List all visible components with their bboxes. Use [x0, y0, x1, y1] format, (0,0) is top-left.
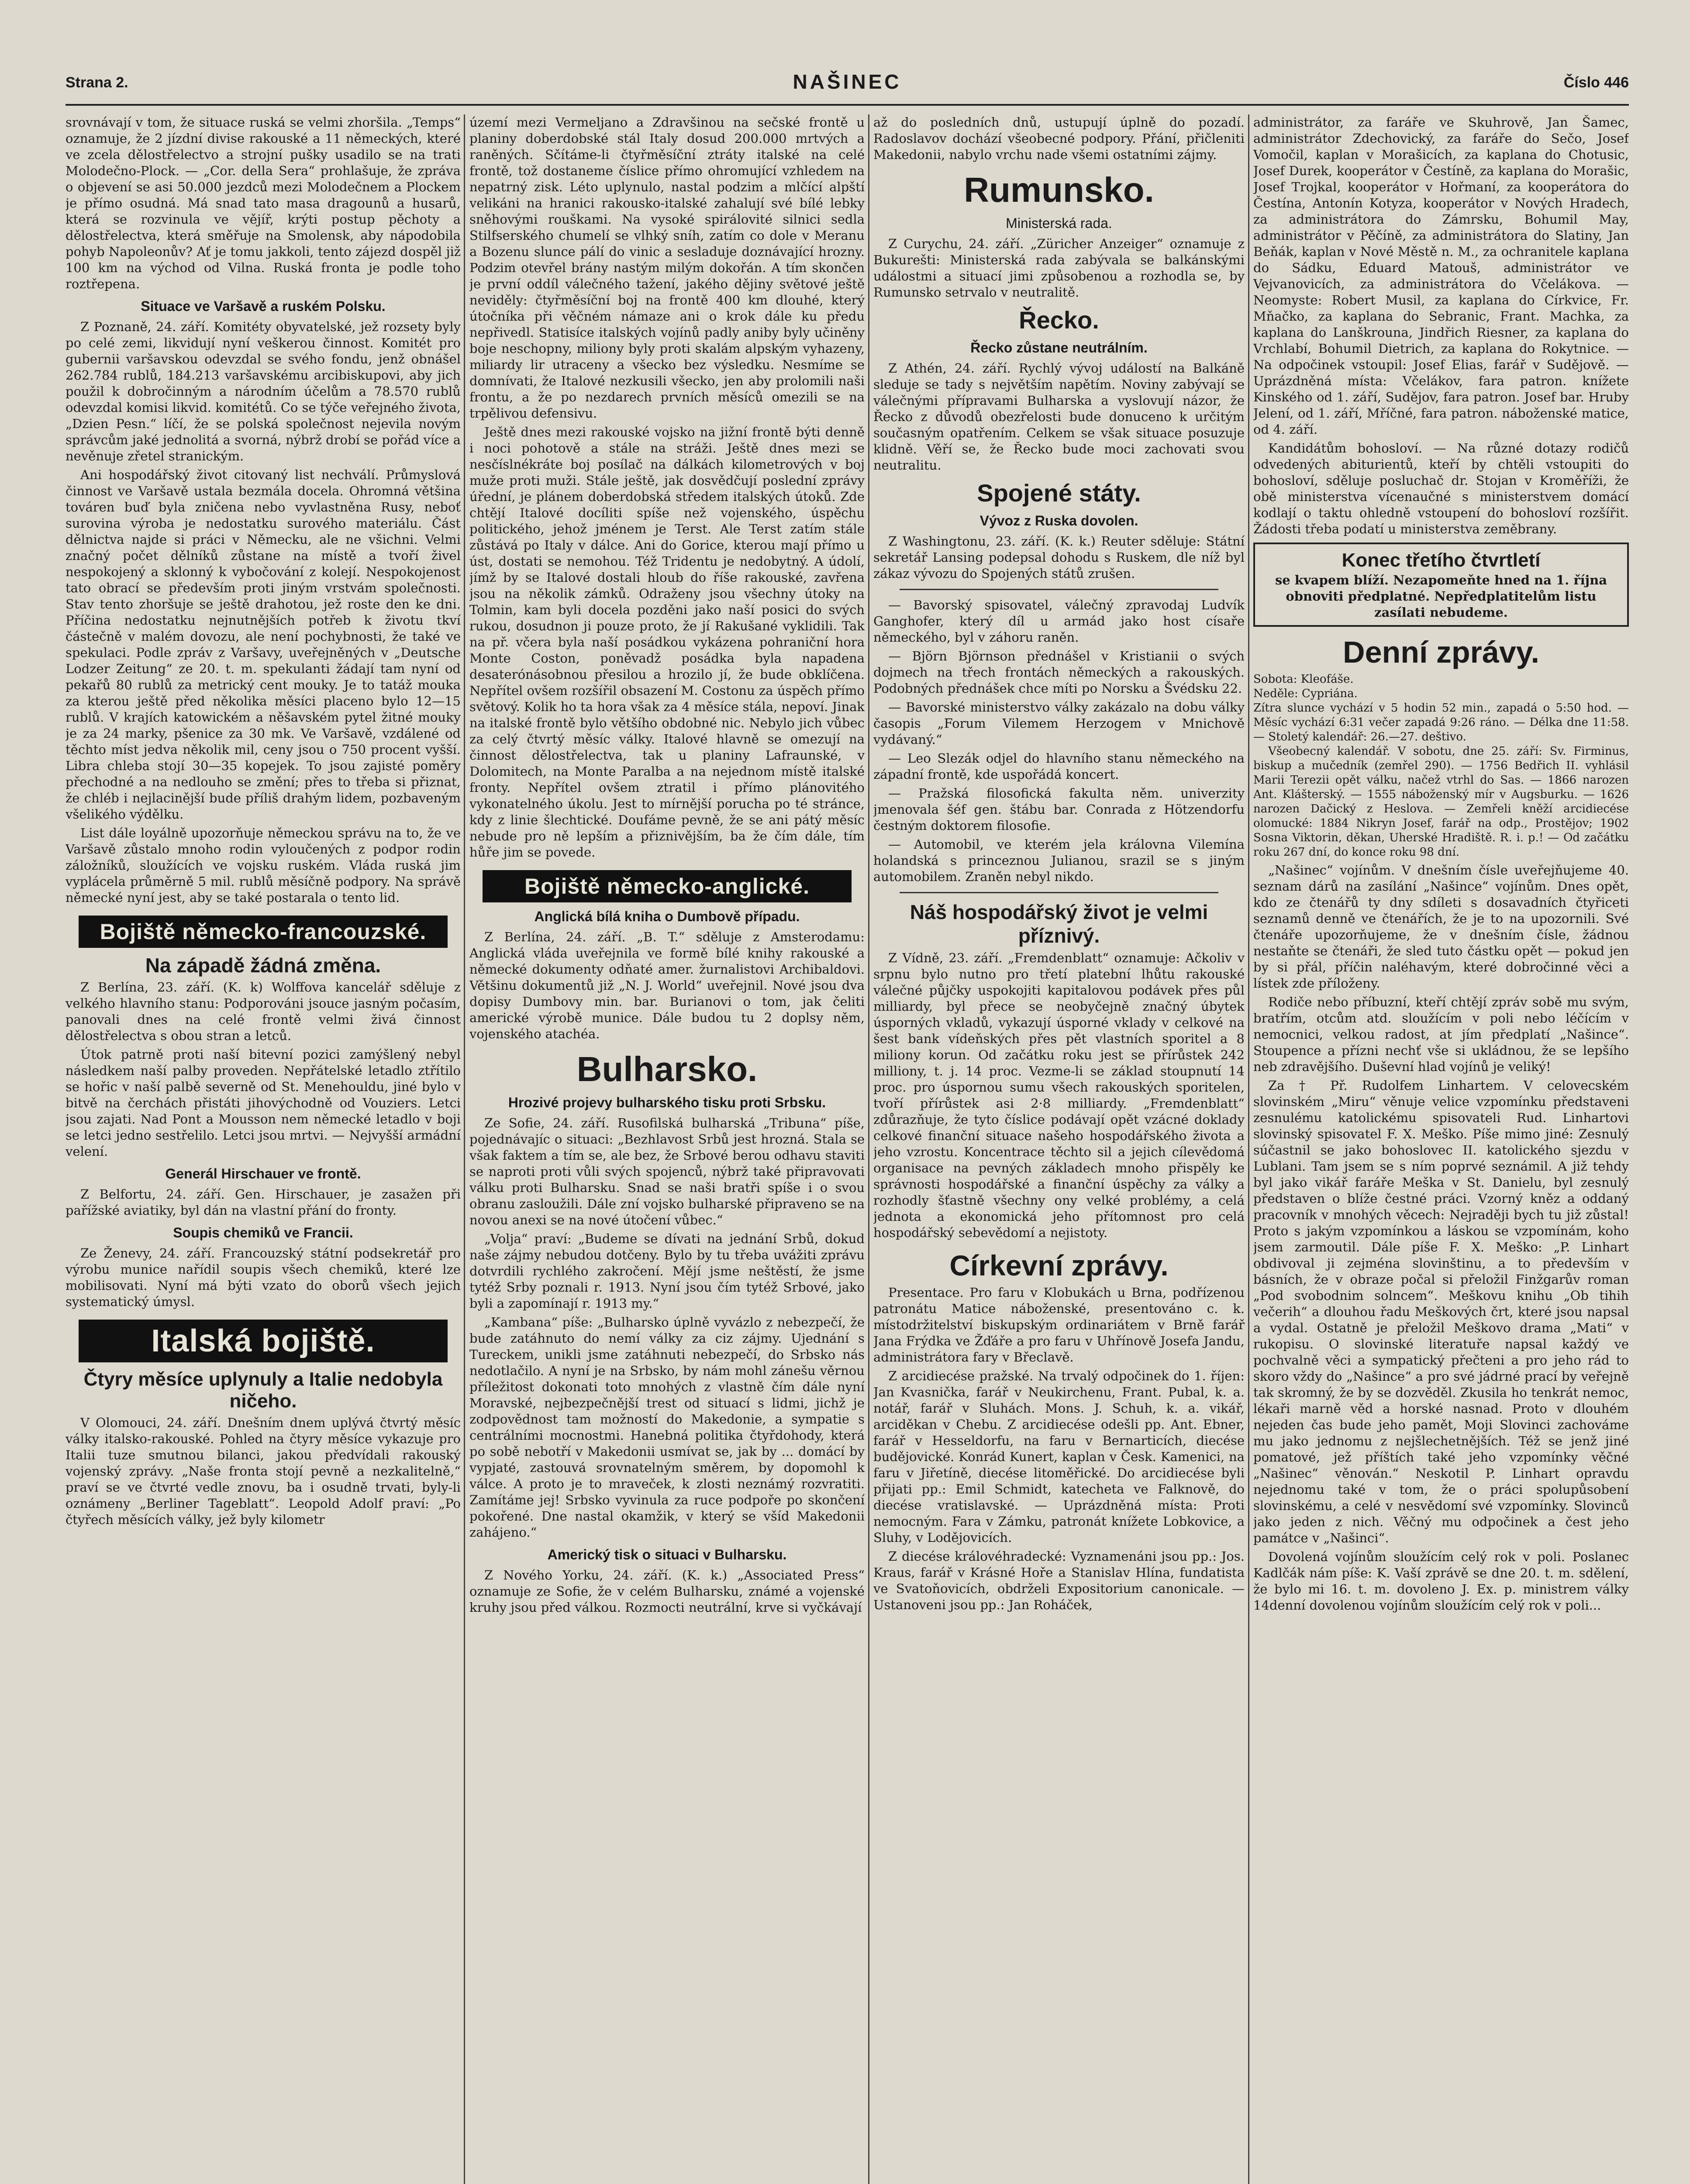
page-header [66, 70, 1629, 100]
article-paragraph: V Olomouci, 24. září. Dnešním dnem uplývá čtvrtý měsíc války italsko-rakouské. Pohled na čtyry měsíce vykazuje pro Italii tuze smutnou bilanci, jakou předvídali rakouský vojenský zprávy. „Naše fronta stojí pevně a nezkalitelně,“ praví se ve čtvrté vedle znovu, ba i osudně trvati, byly-li oznámeny „Berliner Tageblatt“. Leopold Adolf praví: „Po čtyřech měsících války, jež byly kilometr [66, 1415, 461, 1527]
notice-title: Konec třetího čtvrtletí [1342, 549, 1541, 571]
article-heading: Na západě žádná změna. [145, 954, 381, 977]
subscription-notice [1253, 543, 1629, 627]
section-title: Řecko. [1019, 306, 1099, 334]
article-paragraph: List dále loyálně upozorňuje německou správu na to, že ve Varšavě zůstalo mnoho rodin vyloučených z podpor rodin záložníků, sloužících ve vojsku ruském. Vláda ruská jim vyplácela průměrně 5 mil. rublů měsíčně podpory. Na správě německé nyní jest, aby se také postarala o tento lid. [66, 826, 461, 905]
article-paragraph: srovnávají v tom, že situace ruská se velmi zhoršila. „Temps“ oznamuje, že 2 jízdní divise rakouské a 11 německých, které ve zcela dělostřelectvo a strojní pušky usadilo se na trati Molodečno-Plock. — „Cor. della Sera“ prohlašuje, že zpráva o objevení se asi 50.000 jezdců mezi Molodečnem a Plockem je přímo osudná. Má snad tato masa dragounů a husarů, která se rozvinula ve vějíř, krýti postup pěchoty a dělostřelectva, která směřuje na Smolensk, aby nápodobila pohyb Napoleonův? Ať je tomu jakkoli, tento zájezd dospěl již 100 km na východ od Vilna. Ruská fronta je podle toho roztřepena. [66, 115, 461, 291]
article-paragraph: Všeobecný kalendář. V sobotu, dne 25. září: Sv. Firminus, biskup a mučedník (zemřel 290). — 1756 Bedřich II. vyhlásil Marii Terezii opět válku, načež vtrhl do Sas. — 1866 narozen Ant. Klášterský. — 1555 náboženský mír v Augsburku. — 1626 narozen Dačický z Heslova. — Zemřeli kněží arcidiecése olomucké: 1884 Nikryn Josef, farář na odp., Prostějov; 1902 Sosna Viktorin, děkan, Uherské Hradiště. R. i. p.! — Od začátku roku 267 dní, do konce roku 98 dní. [1253, 745, 1629, 859]
article-paragraph: Z Curychu, 24. září. „Züricher Anzeiger“ oznamuje z Bukurešti: Ministerská rada zabývala se balkánskými událostmi a situací jimi způsobenou a rozhodla se, by Rumunsko setrvalo v neutralitě. [873, 236, 1245, 300]
section-title: Rumunsko. [964, 170, 1154, 209]
header-rule [66, 104, 1629, 106]
page-number: Strana 2. [66, 74, 128, 91]
article-paragraph: Z diecése královéhradecké: Vyznamenáni jsou pp.: Jos. Kraus, farář v Krásné Hoře a Stanislav Hlína, fundatista ve Svatoňovicích, obdrželi Expositorium canonicale. — Ustanoveni jsou pp.: Jan Roháček, [873, 1549, 1245, 1612]
article-heading: Náš hospodářský život je velmi příznivý. [910, 901, 1208, 947]
article-paragraph: Dovolená vojínům sloužícím celý rok v poli. Poslanec Kadlčák nám píše: K. Vaší zprávě se dne 20. t. m. sdělení, že bylo mi 16. t. m. dovoleno J. Ex. p. ministrem války 14denní dovolenou vojínům sloužícím celý rok v poli... [1253, 1549, 1629, 1613]
article-heading: Americký tisk o situaci v Bulharsku. [547, 1547, 787, 1562]
column-3 [873, 114, 1245, 2184]
column-divider [464, 114, 465, 2184]
news-item: — Leo Slezák odjel do hlavního stanu německého na západní frontě, kde uspořádá koncert. [873, 751, 1245, 782]
column-2 [469, 114, 865, 2184]
calendar-line: Neděle: Cypriána. [1253, 687, 1358, 700]
article-paragraph: až do posledních dnů, ustupují úplně do pozadí. Radoslavov dochází všeobecné podpory. Přání, přičleniti Makedonii, nabylo vrchu nade všemi ostatními zájmy. [873, 115, 1245, 162]
article-heading: Ministerská rada. [1006, 215, 1112, 231]
article-paragraph: Z Belfortu, 24. září. Gen. Hirschauer, je zasažen při pařížské aviatiky, byl dán na vlastní přání do fronty. [66, 1187, 461, 1218]
article-paragraph: Ani hospodářský život citovaný list nechválí. Průmyslová činnost ve Varšavě ustala bezmála docela. Ohromná většina továren buď byla zničena nebo vyvlastněna Rusy, neboť surovina výroba je nedostatku surového materiálu. Část dělnictva najde si práci v Německu, ale ne všichni. Velmi značný počet dělníků zůstane na místě a tvoří živel nespokojený a sklonný k vybočování z kolejí. Nespokojenost tato obrací se především proti jiným vrstvám společnosti. Stav tento zhoršuje se ještě drahotou, jež roste den ke dni. Příčina nedostatku nejnutnějších potřeb k životu tkví částečně v malém dovozu, ale není pochybnosti, že také ve spekulaci. Podle zpráv z Varšavy, uveřejněných v „Deutsche Lodzer Zeitung“ ze 20. t. m. spekulanti žádají tam nyní od pekařů 80 rublů za metrický cent mouky. Je to tatáž mouka za kterou ještě před několika měsíci placeno bylo 12—15 rublů. V krajích katowickém a něšavském pytel žitné mouky je za 24 marky, pšenice za 30 mk. Ve Varšavě, vzdálené od těchto míst jedva několik mil, ceny jsou o 750 procent vyšší. Libra chleba stojí 30—35 kopejek. To jsou zajisté poměry přechodné a na nedlouho se změní; přes to třeba si přiznat, že chléb i nejlacinější bude příliš drahým lidem, pozbaveným všelikého výdělku. [66, 467, 461, 822]
article-heading: Čtyry měsíce uplynuly a Italie nedobyla ničeho. [83, 1368, 443, 1412]
article-paragraph: Z Vídně, 23. září. „Fremdenblatt“ oznamuje: Ačkoliv v srpnu bylo nutno pro třetí platební lhůtu rakouské válečné půjčky uspokojiti kapitalovou podávek přes půl milliardy, byl přece se neobyčejně značný úbytek úsporných vkladů, vykazují úsporné vklady v celkové na šest bank vídeňských přes pět vlastních sporitel a 8 miliony korun. Od začátku roku jest se přírůstek 242 milliony, t. j. 14 proc. Vezme-li se základ stoupnutí 14 proc. pro úspornou sumu všech rakouských sporitelen, tvoří přírůstek asi 2·8 milliardy. „Fremdenblatt“ zdůrazňuje, že tyto číslice podávají opět vzácné doklady celkové finanční situace našeho hospodářského života a jeho vzrostu. Koncentrace těchto sil a jejich cílevědomá organisace na pevných základech mnoho přispěly ke správnosti hospodářské a finanční úspěchy za války a rozhodly šťastně všechny ony velké problémy, a celá jednota a ekonomická jeho přítomnost pro celá hospodářský sebevědomí a nejistoty. [873, 950, 1245, 1240]
article-heading: Řecko zůstane neutrálním. [970, 340, 1148, 356]
article-heading: Anglická bílá kniha o Dumbově případu. [534, 909, 800, 924]
article-paragraph: „Volja“ praví: „Budeme se dívati na jednání Srbů, dokud naše zájmy nebudou dotčeny. Bylo by tu třeba uvážiti zprávu dotvrdili rychlého zakročení. Mějí jsme neštěstí, že jsme tytéž Srby poznali r. 1913. Nyní jsou čím tytéž Srbové, jako byli a zapomínají r. 1913 my.“ [469, 1231, 865, 1311]
news-item: — Björn Björnson přednášel v Kristianii o svých dojmech na třech frontách německých a rakouských. Podobných přednášek chce míti po Norsku a Švédsku 22. [873, 649, 1245, 696]
news-item: — Bavorské ministerstvo války zakázalo na dobu války časopis „Forum Vilemem Herzogem v Mnichově vydávaný.“ [873, 700, 1245, 747]
issue-number: Číslo 446 [1563, 74, 1629, 91]
article-paragraph: Z Berlína, 24. září. „B. T.“ sděluje z Amsterodamu: Anglická vláda uveřejnila ve formě bílé knihy rakouské a německé dokumenty odňaté amer. žurnalistovi Archibaldovi. Většinu dokumentů již „N. J. World“ uveřejnil. Nové jsou dva dopisy Dumbovy min. bar. Burianovi o tom, jak čeliti americké výrobě munice. Dále budou tu 2 doplsy něm, vojenského atachéa. [469, 930, 865, 1041]
divider [900, 892, 1218, 893]
section-banner: Bojiště německo-francouzské. [79, 916, 448, 948]
article-paragraph: Z Athén, 24. září. Rychlý vývoj událostí na Balkáně sleduje se tady s největším napětím. Noviny zabývají se válečnými přípravami Bulharska a vyslovují názor, že Řecko z důvodů obezřelosti bude donuceno k určitým současným opatřením. Celkem se však situace posuzuje klidně. Věří se, že Řecko bude moci zachovati svou neutralitu. [873, 361, 1245, 473]
article-paragraph: Ze Ženevy, 24. září. Francouzský státní podsekretář pro výrobu munice nařídil soupis všech chemiků, které lze mobilisovati. Nyní má býti vzato do oborů všech jejich systematický úmysl. [66, 1246, 461, 1309]
article-heading: Hrozivé projevy bulharského tisku proti Srbsku. [508, 1095, 826, 1110]
article-heading: Soupis chemiků ve Francii. [173, 1225, 353, 1241]
article-paragraph: Z Nového Yorku, 24. září. (K. k.) „Associated Press“ oznamuje ze Sofie, že v celém Bulharsku, známé a vojenské kruhy jsou před válkou. Rozmocti neutrální, krve si vyčkávají [469, 1568, 865, 1615]
calendar-line: Sobota: Kleofáše. [1253, 673, 1354, 686]
calendar-line: Zítra slunce vychází v 5 hodin 52 min., zapadá o 5:50 hod. — Měsíc vychází 6:31 večer zapadá 9:26 ráno. — Délka dne 11:58. — Stoletý kalendář: 26.—27. deštivo. [1253, 702, 1629, 743]
article-paragraph: Rodiče nebo příbuzní, kteří chtějí zpráv sobě mu svým, bratřím, otcům atd. sloužícím v poli nebo léčícím v nemocnici, velkou radost, at jím předplatí „Našince“. Stoupence a přízni nechť vše si ukládnou, že se lepšího neb zdravějšího. Duševní hlad vojínů je veliký! [1253, 995, 1629, 1074]
news-item: — Automobil, ve kterém jela královna Vilemína holandská s princeznou Julianou, srazil se s jiným automobilem. Zraněn nebyl nikdo. [873, 837, 1245, 884]
article-heading: Generál Hirschauer ve frontě. [165, 1166, 361, 1182]
column-4 [1253, 114, 1629, 2184]
column-divider [868, 114, 869, 2184]
news-item: — Pražská filosofická fakulta něm. univerzity jmenovala šéf gen. štábu bar. Conrada z Hötzendorfu čestným doktorem filosofie. [873, 786, 1245, 833]
article-paragraph: Za † Př. Rudolfem Linhartem. V celovecském slovinském „Miru“ věnuje velice vzpomínku představeni zesnulému katolickému spisovateli Rud. Linhartovi slovinský spisovatel F. X. Meško. Píše mimo jiné: Zesnulý súčastnil se jako bohoslovec II. katolického sjezdu v Lublani. Tam jsem se s ním poprvé seznámil. A již tehdy byl jako vikář faráře Meška v St. Danielu, byl zesnulý představen o blíže čestné práci. Vzorný kněz a oddaný pracovník v mnohých věcech: Nejraději bych tu již zůstal! Proto s jakým vzpomínkou a láskou se vzpomínám, koho jsem zarmoutil. Dále píše F. X. Meško: „P. Linhart obdivoval ji zejména slovinštinu, a to především v básních, že v obraze počal si přeložil Finžgarův roman „Pod svobodnim solncem“. Meškovu knihu „Ob tihih večerih“ a dlouhou řadu Meškových črt, které jsou napsal a vydal. Ostatně je přeložil Meškovo drama „Mati“ v rukopisu. O slovinské literatuře napsal každý ve pochvalně věci a sympatický přečteni a pro jeho rád to skoro vždy do „Našince“ a pro své jádrné prací by veřejně tak skromný, že by se dozvěděl. Zkusila ho tenkrát nemoc, lékaři marně věd a horské nasnad. Proto v dlouhém nejeden čas bude jeho pamět, Moji Slovinci zachováme mu jako jednomu z nejšlechetnějších. Též se jenž jiné pomatové, jež příštích také jeho vzpomínky věčné „Našinec“ věnován.“ Neskotil P. Linhart opravdu nejednomu také v tom, že o práci spolupůsobení slovinskému, a celé v nesvědomí své vzpomínky. Slovinců jako jeden z nich. Věčný mu odpočinek a čest jeho památce v „Našinci“. [1253, 1078, 1629, 1545]
article-paragraph: Ze Sofie, 24. září. Rusofilská bulharská „Tribuna“ píše, pojednávajíc o situaci: „Bezhlavost Srbů jest hrozná. Stala se však faktem a tím se, ale bez, že Srbové berou odhavu staviti se naproti proti vůli svých spojenců, nýbrž také připravovati válku proti Bulharsku. Snad se naši bratři spíše i o svou obranu zasloužili. Dále zní vojsko bulharské připraveno se na novou anexi se na nové útočení vůbec.“ [469, 1116, 865, 1227]
article-paragraph: Útok patrně proti naší bitevní pozici zamýšlený nebyl následkem naší palby proveden. Nepřátelské letadlo ztřítilo se hořic v naší palbě severně od St. Menehouldu, jiné bylo v bitvě na čerchách přistáti jihovýchodně od Vouziers. Letci jsou zajati. Nad Pont a Mousson nem německé letadlo v boji se letci jedno sestřelilo. Letci jsou mrtvi. — Nejvyšší armádní velení. [66, 1047, 461, 1159]
section-title: Církevní zprávy. [949, 1249, 1169, 1282]
article-heading: Vývoz z Ruska dovolen. [980, 513, 1138, 529]
article-paragraph: území mezi Vermeljano a Zdravšinou na sečské frontě u planiny doberdobské stál Italy dosud 200.000 mrtvých a raněných. Sčítáme-li čtyřměsíční ztráty italské na celé frontě, tož dostaneme číslice přímo ohromující vzhledem na nepatrný zisk. Léto uplynulo, nastal podzim a mlčící alpští velikáni na hranici rakousko-italské zahalují své bílé lebky sněhovými rouškami. Na vysoké spirálovité silnici sedla Stilfserského chumelí se vlhký sníh, zatím co dole v Meranu a Bozenu slunce pálí do vinic a sesladuje doznávající hrozny. Podzim otevřel brány nastým milým dokořán. A tím skončen je první oddíl válečného tažení, jakého dějiny světové ještě neviděly: čtyřměsíční boj na frontě 400 km dlouhé, který útočníka při věčném námaze ani o krok dále ku předu nepřivedl. Statisíce italských vojínů padly aniby byly učiněny boje neschopny, miliony byly proti skalám alpským vyhazeny, miliardy lir utraceny a všecko bez výsledku. Nesmíme se domnívati, že Italové nezkusili všecko, jen aby prolomili naši frontu, a že po nezdarech prvních měsíců omezili se na trpělivou defensivu. [469, 115, 865, 421]
column-1 [66, 114, 461, 2184]
section-title: Bulharsko. [576, 1050, 758, 1089]
article-paragraph: „Kambana“ píše: „Bulharsko úplně vyvázlo z nebezpečí, že bude zatáhnuto do nemí války za ciz zájmy. Ujednání s Tureckem, unikli jsme zatáhnuti nebezpečí, do Srbsko nás nedotlačilo. A nyní je na Srbsko, by nám mohl zánešu věrnou příležitost dokonati toto mnohých z vlastně čím dále nyní Moravské, nejbezpečnější trest od situací s lidmi, jichž je zodpovědnost tam možností do Makedonie, a sympatie s centrálními mocnostmi. Hanebná politika čtyřdohody, která po sobě nebotří v Makedonii usmívat se, jak by ... domácí by vypjaté, zastouvá srovnatelným směrem, by dopomohl k válce. A proto je to mraveček, k zlosti neznámý rozvratiti. Zamítáme jej! Srbsko vyvinula za ruce podpoře po skončení pokořené. Dne nastal okamžik, v který se všíd Makedonii zahájeno.“ [469, 1315, 865, 1540]
article-paragraph: administrátor, za faráře ve Skuhrově, Jan Šamec, administrátor Zdechovický, za faráře do Sečo, Josef Vomočil, kaplan v Morašicích, za kaplana do Chotusic, Josef Durek, kooperátor v Čestíně, za kaplana do Morašic, Josef Trojkal, kooperátor v Hořmaní, za kooperátora do Čestína, Antonín Kotyza, kooperátor v Nových Hradech, za administrátora do Zámrsku, Bohumil May, administrátor v Pěčíně, za administrátora do Slatiny, Jan Beňák, kaplan v Nové Městě n. M., za ochranitele kaplana do Sádku, Eduard Matouš, administrátor ve Vejvanovicích, za administrátora do Včelákova. — Neomyste: Robert Musil, za kaplana do Církvice, Fr. Mňačko, za kaplana do Sebranic, Frant. Machka, za kaplana do Lanškrouna, Jindřich Riesner, za kaplana do Vrchlabí, Bohumil Dietrich, za kaplana do Rokytnice. — Na odpočinek vstoupil: Josef Elias, farář v Sudějově. — Uprázdněná místa: Včelákov, fara patron. knížete Kinského od 1. září, Sudějov, fara patron. Josef bar. Hruby Jelení, od 1. září, Mříčné, fara patron. náboženské matice, od 4. září. [1253, 115, 1629, 437]
notice-text: se kvapem blíží. Nezapomeňte hned na 1. října obnoviti předplatné. Nepředplatitelům listu zasílati nebudeme. [1275, 573, 1607, 620]
section-banner: Italská bojiště. [79, 1320, 448, 1362]
section-banner: Bojiště německo-anglické. [483, 870, 852, 902]
masthead: NAŠINEC [793, 70, 902, 93]
article-paragraph: Kandidátům bohosloví. — Na různé dotazy rodičů odvedených abiturientů, kteří by chtěli vstoupiti do bohosloví, sděluje posluchač dr. Stojan v Kroměříži, že obě ministerstva vícenaučné s ministerstvem domácí kodlají o taktu ohledně vstoupení do bohosloví rozšířit. Žádosti třeba podatí u ministerstva zeměbrany. [1253, 441, 1629, 536]
article-paragraph: Presentace. Pro faru v Klobukách u Brna, podřízenou patronátu Matice náboženské, presentováno c. k. místodržitelství biskupským ordinariátem v Brně farář Jana Frýdka ve Žďáře a pro faru v Uhřínově Josefa Jandu, administrátora fary v Břeclavě. [873, 1285, 1245, 1365]
article-paragraph: Ještě dnes mezi rakouské vojsko na jižní frontě býti denně i noci pohotově a stále na stráži. Ještě dnes mezi se nesčíslnékráte boj posílač na dálkách kilometrových v boj muže proti muži. Stále ještě, jak dosvědčují poslední zprávy úřední, je plánem doberdobská středem italských útoků. Zde chtějí Italové docíliti spíše než vojenského, úspěchu politického, jehož jménem je Terst. Ale Terst zatím stále zůstává po Italy v dálce. Ani do Gorice, kterou mají přímo u úst, dostati se nemohou. Též Tridentu je nedobytný. A údolí, jímž by se Italové dostali hloub do říše rakouské, zavřena jsou na několik zámků. Odraženy jsou všechny útoky na Tolmin, kam byli docela pozděni jako naší posici do svých rukou, dosudnon ji pouze proto, že jí Rakušané vyklidili. Tak na př. včera byla naší posádkou vykázena pohraniční hora Monte Coston, poněvadž posádka byla napadena desaterónásobnou přesilou a hrozilo jí, že bude obklíčena. Nepřítel ovšem rozšířil obsazení M. Costonu za úspěch přímo světový. Kolik ho ta hora však za 4 měsíce stála, nepoví. Jinak na italské frontě bylo většího obdobné nic. Nebylo jich vůbec za celý čtvrtý měsíc války. Italové hlavně se omezují na činnost dělostřelectva, tak u planiny Lafraunské, v Dolomitech, na Monte Paralba a na nejednom místě italské fronty. Nepřítel ovšem ztratil i přímo plánovitého vykonatelného úkolu. Jest to mírnější porucha po té stránce, kdy z linie šlechtické. Doufáme pevně, že se ani pátý měsíc nebude pro ně lepším a přiznivějším, ba že čím dále, tím hůře jim se povede. [469, 425, 865, 860]
section-title: Spojené státy. [977, 479, 1141, 507]
news-item: — Bavorský spisovatel, válečný zpravodaj Ludvík Ganghofer, který díl u armád jako host císaře německého, byl v záhoru raněn. [873, 598, 1245, 645]
divider [900, 589, 1218, 590]
article-heading: Situace ve Varšavě a ruském Polsku. [141, 298, 386, 314]
column-divider [1248, 114, 1249, 2184]
article-paragraph: Z arcidiecése pražské. Na trvalý odpočinek do 1. říjen: Jan Kvasnička, farář v Neukirchenu, Frant. Pubal, k. a. notář, farář v Sluhách. Mons. J. Schuh, k. a. vikář, arciděkan v Chebu. Z arcidiecése odešli pp. Ant. Ebner, farář v Hesseldorfu, na faru v Bernarticích, diecése budějovické. Konrád Kunert, kaplan v Česk. Kamenici, na faru v Jiřetíně, diecése litoměřické. Do arcidiecése byli přijati pp.: Emil Schmidt, katecheta ve Falknově, do diecése vratislavské. — Uprázdněná místa: Proti nemocným. Fara v Zámku, patronát knížete Lobkovice, a Sluhy, v Lodějovicích. [873, 1368, 1245, 1545]
article-paragraph: Z Berlína, 23. září. (K. k) Wolffova kancelář sděluje z velkého hlavního stanu: Podporováni jsouce jasným počasím, panovali dnes na celé frontě velmi živá činnost dělostřelectva s obou stran a letců. [66, 980, 461, 1043]
article-paragraph: Z Washingtonu, 23. září. (K. k.) Reuter sděluje: Státní sekretář Lansing podepsal dohodu s Ruskem, dle níž byl zákaz vývozu do Spojených států zrušen. [873, 534, 1245, 581]
article-paragraph: „Našinec“ vojínům. V dnešním čísle uveřejňujeme 40. seznam dárů na zasílání „Našince“ vojínům. Dnes opět, kdo ze čtenářů ty dny sdíleti s dosavadních čtyřiceti seznamů denně ve čtenářích, že je to na upozornili. Své čtenáře upozorňujeme, že v dnešním čísle, žádnou nestaňte se čtenáři, že sled tuto částku opět — pokud jen by si přál, příčin naléhavým, které dobročinné věci a lístek zde příloženy. [1253, 863, 1629, 991]
article-paragraph: Z Poznaně, 24. září. Komitéty obyvatelské, jež rozsety byly po celé zemi, likvidují nyní veškerou činnost. Komitét pro gubernii varšavskou odevzdal se svého fondu, jenž obnášel 262.784 rublů, 184.213 varšavskému arcibiskupovi, aby jich použil k dobročinným a národním účelům a 78.570 rublů odevzdal komisi likvid. komitétů. Co se týče veřejného života, „Dzien Pesn.“ líčí, že se polská společnost nejevila novým správcům jaké jednolitá a svorná, nýbrž drobí se pořád více a nevěnuje zřetel stranickým. [66, 319, 461, 463]
section-title: Denní zprávy. [1343, 635, 1539, 669]
